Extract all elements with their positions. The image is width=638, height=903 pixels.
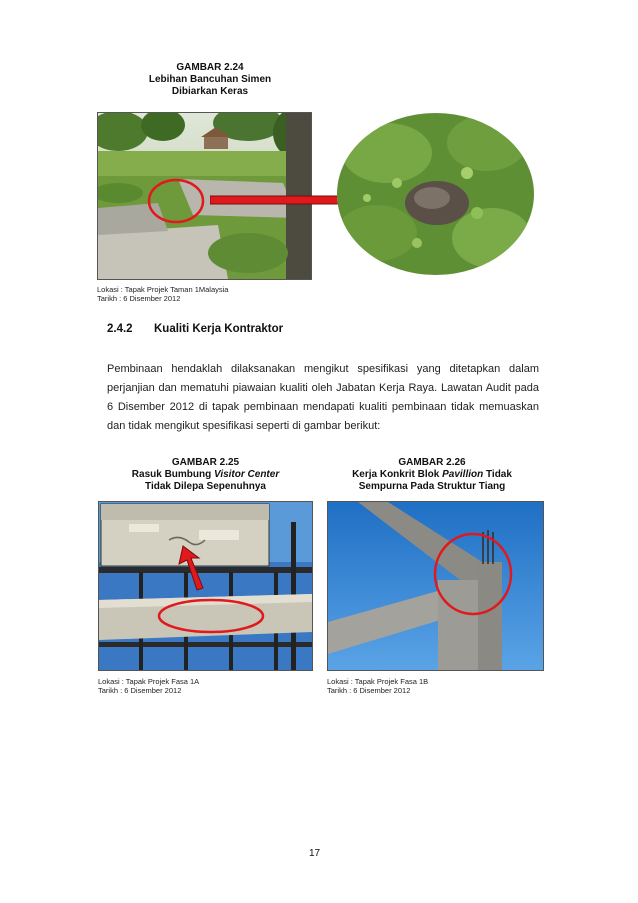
- zoom-detail-photo: [337, 113, 534, 275]
- pavilion-column-graphic: [328, 502, 543, 670]
- figure-number: GAMBAR 2.26: [398, 457, 466, 468]
- date-text: Tarikh : 6 Disember 2012: [327, 686, 411, 695]
- section-title: Kualiti Kerja Kontraktor: [154, 323, 284, 335]
- figure-title-line2: Tidak Dilepa Sepenuhnya: [145, 481, 266, 492]
- location-text: Lokasi : Tapak Projek Fasa 1B: [327, 677, 429, 686]
- figure-title-line1: Kerja Konkrit Blok Pavillion Tidak: [352, 469, 512, 480]
- figure-2-24-meta: [97, 285, 228, 303]
- figure-title-line1: Rasuk Bumbung Visitor Center: [131, 469, 280, 480]
- roof-beam-graphic: [99, 502, 312, 670]
- figure-2-25-meta: [98, 677, 199, 695]
- figure-2-26-meta: [327, 677, 428, 695]
- date-text: Tarikh : 6 Disember 2012: [97, 294, 181, 303]
- zoom-detail-graphic: [337, 113, 534, 275]
- date-text: Tarikh : 6 Disember 2012: [98, 686, 182, 695]
- location-text: Lokasi : Tapak Projek Taman 1Malaysia: [97, 285, 229, 294]
- section-number: 2.4.2: [107, 323, 133, 335]
- figure-number: GAMBAR 2.25: [171, 457, 240, 468]
- figure-2-26-caption: [322, 457, 542, 493]
- figure-title-line1: Lebihan Bancuhan Simen: [148, 74, 272, 85]
- figure-number: GAMBAR 2.24: [176, 62, 244, 73]
- location-text: Lokasi : Tapak Projek Fasa 1A: [98, 677, 200, 686]
- figure-title-line2: Sempurna Pada Struktur Tiang: [358, 481, 506, 492]
- figure-2-24-caption: [120, 62, 300, 98]
- roof-beam-photo: [98, 501, 313, 671]
- section-paragraph: Pembinaan hendaklah dilaksanakan mengikut spesifikasi yang ditetapkan dalam perjanjian dan mematuhi piawaian kualiti oleh Jabatan Kerja Raya. Lawatan Audit pada 6 Disember 2012 di tapak pembinaan mendapati kualiti pembinaan tidak memuaskan dan tidak mengikut spesifikasi seperti di gambar berikut:: [107, 363, 539, 432]
- pavilion-column-photo: [327, 501, 544, 671]
- figure-2-25-caption: [98, 457, 313, 493]
- page-number: 17: [309, 848, 321, 859]
- figure-title-line2: Dibiarkan Keras: [171, 86, 249, 97]
